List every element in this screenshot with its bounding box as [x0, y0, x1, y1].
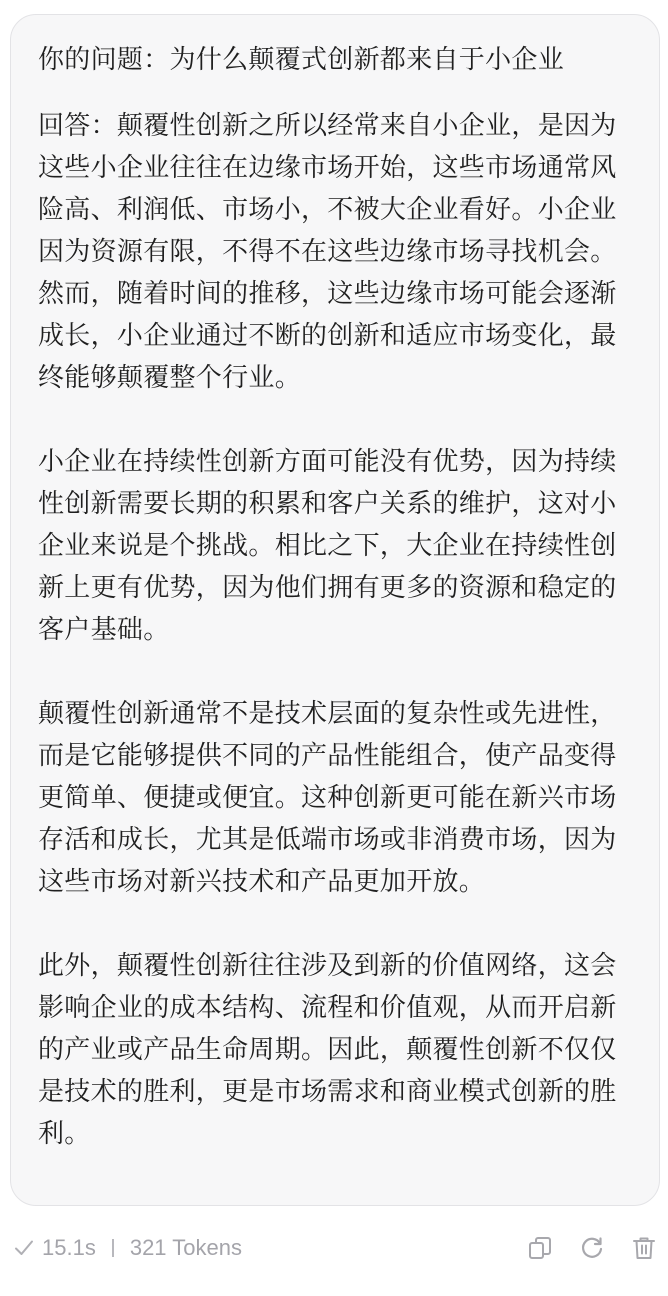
divider [112, 1239, 114, 1257]
message-footer [12, 1228, 658, 1268]
regenerate-button[interactable] [578, 1234, 606, 1262]
answer-bubble [10, 14, 660, 1206]
answer-paragraph-2: 小企业在持续性创新方面可能没有优势，因为持续性创新需要长期的积累和客户关系的维护，这对小企业来说是个挑战。相比之下，大企业在持续性创新上更有优势，因为他们拥有更多的资源和稳定的客户基础。 [38, 447, 617, 645]
response-stats [12, 1235, 242, 1261]
copy-icon [527, 1235, 553, 1261]
answer-paragraph-1: 回答：颠覆性创新之所以经常来自小企业，是因为这些小企业往往在边缘市场开始，这些市场通常风险高、利润低、市场小，不被大企业看好。小企业因为资源有限，不得不在这些边缘市场寻找机会。然而，随着时间的推移，这些边缘市场可能会逐渐成长，小企业通过不断的创新和适应市场变化，最终能够颠覆整个行业。 [38, 111, 617, 393]
token-count: 321 Tokens [129, 1235, 242, 1260]
trash-icon [631, 1235, 657, 1261]
response-time: 15.1s [42, 1235, 96, 1260]
copy-button[interactable] [526, 1234, 554, 1262]
answer-paragraph-3: 颠覆性创新通常不是技术层面的复杂性或先进性，而是它能够提供不同的产品性能组合，使产品变得更简单、便捷或便宜。这种创新更可能在新兴市场存活和成长，尤其是低端市场或非消费市场，因为这些市场对新兴技术和产品更加开放。 [38, 699, 617, 897]
message-actions [526, 1234, 658, 1262]
delete-button[interactable] [630, 1234, 658, 1262]
refresh-icon [579, 1235, 605, 1261]
answer-paragraph-4: 此外，颠覆性创新往往涉及到新的价值网络，这会影响企业的成本结构、流程和价值观，从而开启新的产业或产品生命周期。因此，颠覆性创新不仅仅是技术的胜利，更是市场需求和商业模式创新的胜利。 [38, 951, 617, 1149]
check-icon [12, 1236, 36, 1260]
question-text: 你的问题：为什么颠覆式创新都来自于小企业 [38, 45, 565, 75]
